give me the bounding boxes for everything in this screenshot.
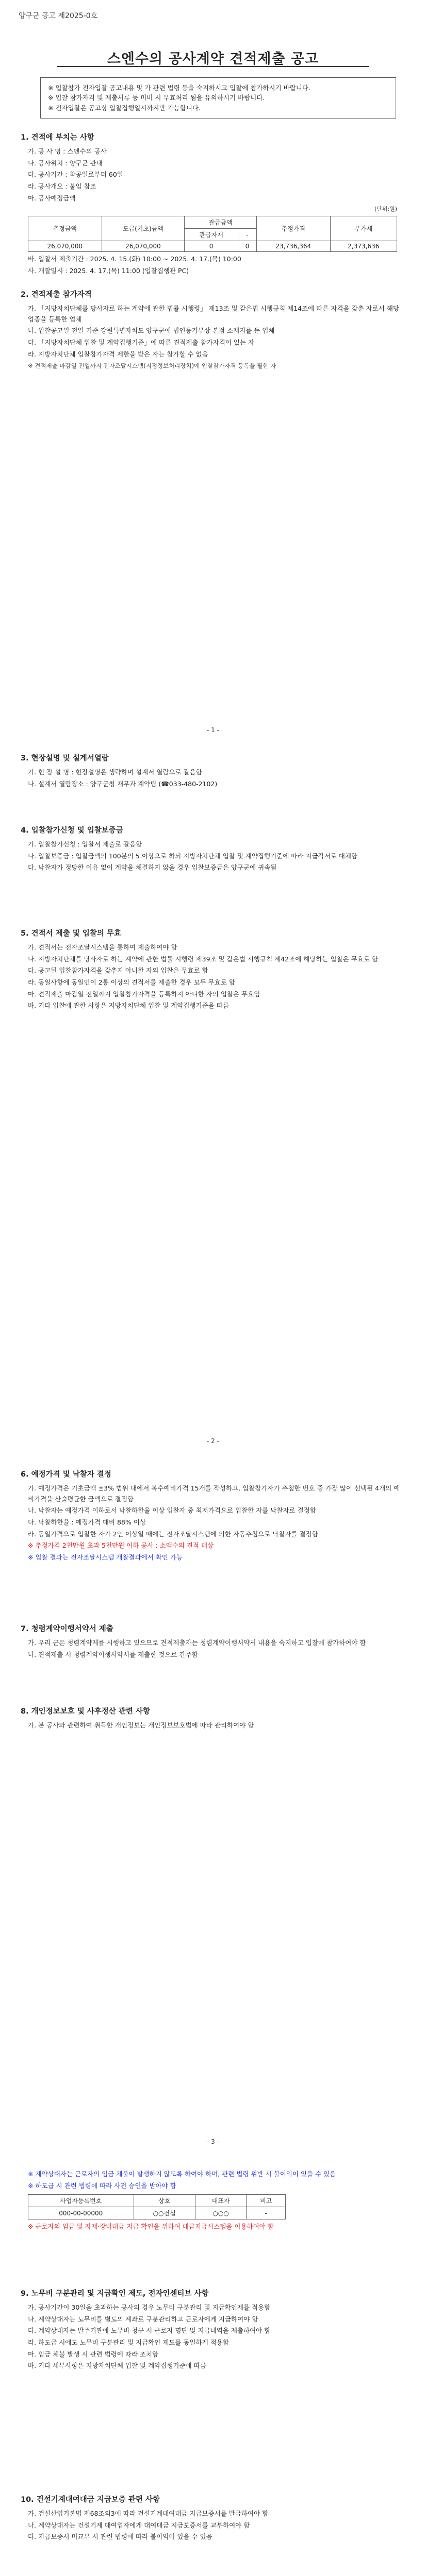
blue-note: ※ 계약상대자는 근로자의 임금 체불이 발생하지 않도록 하여야 하며, 관련 법령 위반 시 불이익이 있을 수 있음: [28, 2170, 336, 2178]
table-cell: 000-00-00000: [28, 2207, 134, 2219]
section-note: ※ 견적제출 마감일 전일까지 전자조달시스템(지정정보처리장치)에 입찰참가자격 등록을 필한 자: [28, 362, 276, 370]
red-note: ※ 근로자의 임금 및 자재·장비대금 지급 확인을 위하여 대금지급시스템을 이용하여야 함: [28, 2223, 274, 2231]
section-10: [21, 2494, 405, 2544]
section-item: 가. 공 사 명 : 스엔수의 공사: [28, 147, 107, 155]
title-divider: [57, 66, 369, 67]
section-title: 5. 견적서 제출 및 입찰의 무효: [21, 929, 121, 938]
notice-number: 양구군 공고 제2025-0호: [19, 12, 98, 20]
section-title: 2. 견적제출 참가자격: [21, 291, 92, 299]
section-item: 라. 동일가격으로 입찰한 자가 2인 이상일 때에는 전자조달시스템에 의한 자동추첨으로 낙찰자를 결정함: [28, 1530, 318, 1538]
section-title: 3. 현장설명 및 설계서열람: [21, 754, 109, 762]
section-item: 나. 입찰공고일 전일 기준 강원특별자치도 양구군에 법인등기부상 본점 소재지를 둔 업체: [28, 327, 275, 335]
section-item: 바. 입찰서 제출기간 : 2025. 4. 15.(화) 10:00 ~ 2025. 4. 17.(목) 10:00: [28, 255, 241, 263]
section-item: 마. 견적제출 마감일 전일까지 입찰참가자격을 등록하지 아니한 자의 입찰은 무효임: [28, 990, 260, 998]
table-header: 추정가격: [256, 216, 330, 241]
section-item: 사. 개찰일시 : 2025. 4. 17.(목) 11:00 (입찰집행관 PC): [28, 266, 189, 275]
section-item: 가. 「지방자치단체를 당사자로 하는 계약에 관한 법률 시행령」 제13조 및 같은법 시행규칙 제14조에 따른 자격을 갖춘 자로서 해당 업종을 등록한 업체: [28, 304, 400, 323]
section-1: [21, 131, 405, 277]
section-title: 10. 건설기계대여대금 지급보증 관련 사항: [21, 2496, 160, 2504]
section-item: 다. 낙찰하한율 : 예정가격 대비 88% 이상: [28, 1518, 146, 1526]
table-header: 비고: [247, 2195, 286, 2207]
page-number: - 3 -: [207, 2138, 219, 2145]
notice-box-line: ※ 입찰참가 전자입찰 공고내용 및 가 관련 법령 등을 숙지하시고 입찰에 참가하시기 바랍니다.: [48, 84, 310, 92]
notice-box-line: ※ 전자입찰은 공고상 입찰집행일시까지만 가능합니다.: [48, 104, 201, 112]
section-item: 가. 견적서는 전자조달시스템을 통하여 제출하여야 함: [28, 943, 177, 951]
page-number: - 1 -: [207, 726, 219, 734]
red-note: ※ 추정가격 2천만원 초과 5천만원 이하 공사 : 소액수의 견적 대상: [28, 1541, 214, 1550]
section-item: 나. 계약상대자는 노무비를 별도의 계좌로 구분관리하고 근로자에게 지급하여야 함: [28, 2315, 258, 2323]
section-title: 4. 입찰참가신청 및 입찰보증금: [21, 826, 123, 835]
section-item: 다. 낙찰자가 정당한 이유 없이 계약을 체결하지 않을 경우 입찰보증금은 양구군에 귀속됨: [28, 863, 277, 872]
section-item: 다. 「지방자치단체 입찰 및 계약집행기준」에 따른 견적제출 참가자격이 있는 자: [28, 338, 255, 346]
table-header: 사업자등록번호: [28, 2195, 134, 2207]
section-title: 7. 청렴계약이행서약서 제출: [21, 1625, 113, 1633]
section-item: 나. 계약상대자는 건설기계 대여업자에게 대여대금 지급보증서를 교부하여야 함: [28, 2521, 250, 2529]
section-item: 다. 계약상대자는 발주기관에 노무비 청구 시 근로자 명단 및 지급내역을 제출하여야 함: [28, 2327, 271, 2335]
section-item: 나. 지방자치단체를 당사자로 하는 계약에 관한 법률 시행령 제39조 및 같은법 시행규칙 제42조에 해당하는 입찰은 무효로 함: [28, 955, 378, 963]
section-item: 마. 임금 체불 발생 시 관련 법령에 따라 조치함: [28, 2350, 159, 2358]
section-item: 나. 입찰보증금 : 입찰금액의 100분의 5 이상으로 하되 지방자치단체 입찰 및 계약집행기준에 따라 지급각서로 대체함: [28, 852, 358, 860]
budget-table: [28, 216, 397, 252]
section-7: [21, 1623, 405, 1661]
section-item: 가. 공사기간이 30일을 초과하는 공사의 경우 노무비 구분관리 및 지급확인제를 적용함: [28, 2303, 271, 2311]
section-3: [21, 752, 405, 790]
blue-note: ※ 하도급 시 관련 법령에 따라 사전 승인을 받아야 함: [28, 2181, 176, 2190]
section-title: 1. 견적에 부치는 사항: [21, 133, 94, 142]
table-header: 추정금액: [28, 216, 102, 241]
section-item: 가. 현 장 설 명 : 현장설명은 생략하며 설계서 열람으로 갈음함: [28, 768, 202, 776]
section-item: 나. 공사위치 : 양구군 관내: [28, 159, 103, 167]
table-header: 상호: [134, 2195, 195, 2207]
section-8: [21, 1705, 405, 1732]
table-cell: 0: [238, 241, 256, 252]
unit-label: (단위:원): [374, 206, 397, 213]
section-item: 나. 낙찰자는 예정가격 이하로서 낙찰하한율 이상 입찰자 중 최저가격으로 입찰한 자를 낙찰자로 결정함: [28, 1506, 316, 1515]
section-6: [21, 1468, 405, 1564]
section-item: 바. 기타 세부사항은 지방자치단체 입찰 및 계약집행기준에 따름: [28, 2362, 206, 2370]
section-9: [21, 2287, 405, 2372]
table-header: 도급(기초)금액: [102, 216, 185, 241]
table-header: 부가세: [330, 216, 397, 241]
table-cell: 26,070,000: [102, 241, 185, 252]
section-title: 8. 개인정보보호 및 사후정산 관련 사항: [21, 1707, 150, 1716]
table-header: 관급자재: [185, 229, 238, 241]
section-item: 가. 우리 군은 청렴계약제를 시행하고 있으므로 견적제출자는 청렴계약이행서약서 내용을 숙지하고 입찰에 참가하여야 함: [28, 1639, 366, 1647]
section-item: 바. 기타 입찰에 관한 사항은 지방자치단체 입찰 및 계약집행기준을 따름: [28, 1002, 229, 1010]
table-cell: -: [247, 2207, 286, 2219]
section-item: 가. 입찰참가신청 : 입찰서 제출로 갈음함: [28, 840, 142, 848]
section-item: 나. 견적제출 시 청렴계약이행서약서를 제출한 것으로 간주함: [28, 1650, 198, 1658]
section-item: 라. 지방자치단체 입찰참가자격 제한을 받은 자는 참가할 수 없음: [28, 350, 208, 358]
page-number: - 2 -: [207, 1437, 219, 1445]
table-cell: ○○건설: [134, 2207, 195, 2219]
table-header: 관급금액: [185, 216, 257, 229]
section-title: 6. 예정가격 및 낙찰자 결정: [21, 1470, 111, 1479]
blue-note: ※ 입찰 결과는 전자조달시스템 개찰결과에서 확인 가능: [28, 1553, 183, 1561]
section-item: 가. 건설산업기본법 제68조의3에 따라 건설기계대여대금 지급보증서를 발급하여야 함: [28, 2510, 269, 2517]
section-item: 라. 동일사항에 동일인이 2통 이상의 견적서를 제출한 경우 모두 무효로 함: [28, 978, 235, 986]
section-2: [21, 289, 405, 371]
section-item: 나. 설계서 열람장소 : 양구군청 재무과 계약팀 (☎033-480-2102): [28, 779, 218, 788]
section-5: [21, 927, 405, 1012]
table-header: 대표자: [195, 2195, 247, 2207]
page-title: 스엔수의 공사계약 견적제출 공고: [107, 51, 319, 67]
table-cell: ○○○: [195, 2207, 247, 2219]
section-item: 다. 공고된 입찰참가자격을 갖추지 아니한 자의 입찰은 무효로 함: [28, 967, 208, 975]
company-table: [28, 2194, 286, 2219]
table-cell: 23,736,364: [256, 241, 330, 252]
table-cell: 2,373,636: [330, 241, 397, 252]
notice-box: [40, 77, 396, 118]
notice-box-line: ※ 입찰 참가자격 및 제출서류 등 미비 시 무효처리 됨을 유의하시기 바랍니다.: [48, 94, 265, 102]
section-item: 다. 지급보증서 미교부 시 관련 법령에 따라 불이익이 있을 수 있음: [28, 2533, 212, 2541]
section-item: 다. 공사기간 : 착공일로부터 60일: [28, 171, 123, 179]
section-item: 라. 공사개요 : 붙임 참조: [28, 182, 96, 190]
table-header: -: [238, 229, 256, 241]
section-title: 9. 노무비 구분관리 및 지급확인 제도, 전자인센티브 사항: [21, 2290, 209, 2298]
section-item: 마. 공사예정금액: [28, 194, 76, 202]
table-cell: 0: [185, 241, 238, 252]
section-4: [21, 824, 405, 874]
table-cell: 26,070,000: [28, 241, 102, 252]
section-item: 가. 본 공사와 관련하여 취득한 개인정보는 개인정보보호법에 따라 관리하여야 함: [28, 1721, 254, 1729]
section-8-continued: [21, 2169, 405, 2233]
section-item: 가. 예정가격은 기초금액 ±3% 범위 내에서 복수예비가격 15개를 작성하고, 입찰참가자가 추첨한 번호 중 가장 많이 선택된 4개의 예비가격을 산술평균한 금액으로 결정함: [28, 1484, 400, 1503]
section-item: 라. 하도급 시에도 노무비 구분관리 및 지급확인 제도를 동일하게 적용함: [28, 2338, 229, 2346]
